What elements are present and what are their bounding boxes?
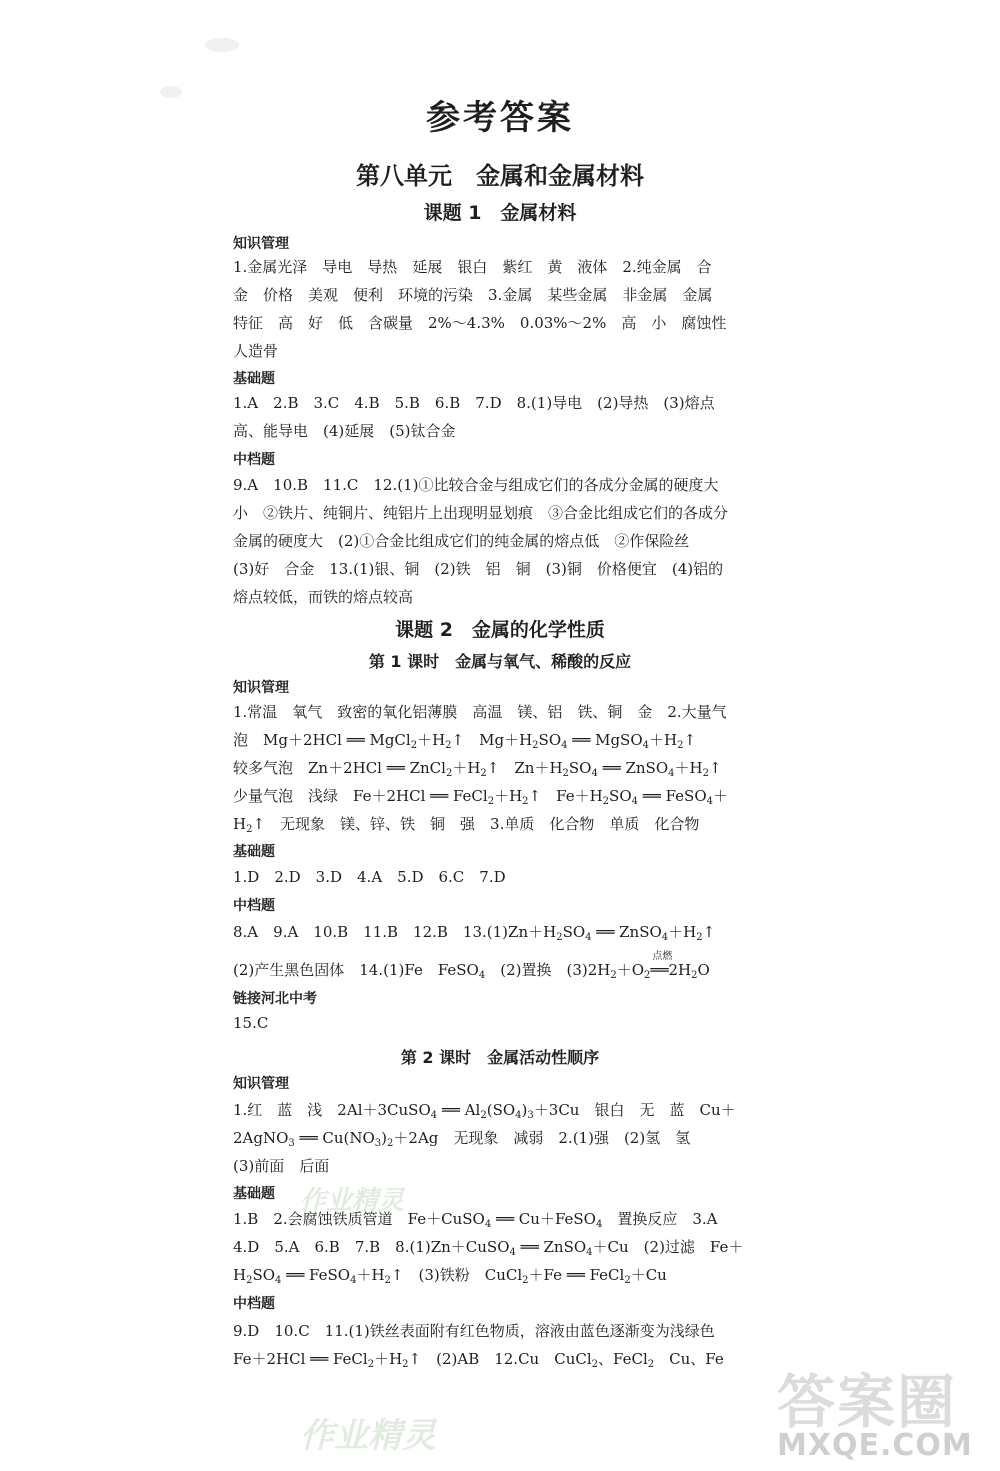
equation-line [233, 757, 722, 779]
subscript: 4 [585, 932, 592, 943]
answer-line: 1.金属光泽 导电 导热 延展 银白 紫红 黄 液体 2.纯金属 合 [233, 258, 712, 276]
subscript: 3 [527, 1110, 534, 1121]
text-run: ↑ Mg＋H [451, 731, 533, 749]
text-run: ) [521, 1101, 528, 1119]
text-run: SO [568, 759, 592, 777]
subscript: 4 [706, 796, 714, 807]
subscript: 2 [677, 740, 684, 751]
text-run: ══ FeSO [281, 1266, 351, 1284]
text-run: ＋O [616, 961, 645, 979]
section-label: 基础题 [233, 1186, 275, 1202]
section-label: 链接河北中考 [233, 991, 317, 1007]
text-run: ＋Cu [630, 1266, 667, 1284]
subscript: 2 [410, 740, 418, 751]
section-label: 基础题 [233, 371, 275, 387]
condition-label: 点燃 [652, 951, 673, 962]
text-run: 2H [668, 961, 692, 979]
subscript: 2 [647, 1359, 655, 1370]
subscript: 2 [246, 1275, 253, 1286]
subscript: 2 [480, 768, 487, 779]
text-run: ＋ [713, 787, 729, 805]
answer-line: 人造骨 [233, 342, 279, 360]
subscript: 4 [642, 740, 650, 751]
unit-title: 第八单元 金属和金属材料 [356, 162, 644, 190]
subscript: 2 [387, 1138, 394, 1149]
text-run: SO [609, 787, 632, 805]
text-run: H [233, 1266, 247, 1284]
answer-line: (3)前面 后面 [233, 1157, 330, 1175]
text-run: ══ Cu＋FeSO [491, 1210, 596, 1228]
text-run: ＋H [674, 759, 703, 777]
text-run: ══ ZnSO [591, 923, 662, 941]
answer-line: 15.C [233, 1014, 269, 1032]
answer-line: 1.A 2.B 3.C 4.B 5.B 6.B 7.D 8.(1)导电 (2)导热 (3)熔点 [233, 394, 715, 412]
subscript: 2 [487, 796, 495, 807]
page-title: 参考答案 [426, 98, 574, 138]
reaction-condition [650, 951, 673, 979]
equation-line [233, 1099, 736, 1121]
subscript: 4 [561, 740, 568, 751]
text-run: ↑ [708, 759, 722, 777]
text-run: ↑ (3)铁粉 CuCl [390, 1266, 523, 1284]
answer-line: 9.A 10.B 11.C 12.(1)①比较合金与组成它们的各成分金属的硬度大 [233, 476, 719, 494]
text-run: ↑ [702, 923, 716, 941]
subscript: 2 [246, 824, 253, 835]
subscript: 4 [430, 1110, 438, 1121]
subscript: 2 [562, 768, 569, 779]
text-run: Fe＋2HCl ══ FeCl [233, 1350, 368, 1368]
text-run: (SO [486, 1101, 516, 1119]
subscript: 2 [702, 768, 709, 779]
text-run: ＋3Cu 银白 无 蓝 Cu＋ [533, 1101, 736, 1119]
section-label: 中档题 [233, 898, 275, 914]
text-run: ) [381, 1129, 388, 1147]
subscript: 2 [591, 1359, 598, 1370]
text-run: ＋H [374, 1350, 403, 1368]
subscript: 4 [595, 1219, 603, 1230]
subscript: 4 [586, 1247, 593, 1258]
text-run: ↑ [683, 731, 697, 749]
reaction-arrow: ══ [650, 961, 669, 979]
watermark: 作业精灵 [300, 1186, 405, 1216]
text-run: 4.D 5.A 6.B 7.B 8.(1)Zn＋CuSO [233, 1238, 510, 1256]
equation-line [233, 951, 710, 981]
text-run: ＋Fe ══ FeCl [528, 1266, 625, 1284]
text-run: ＋H [668, 923, 697, 941]
answer-line: 小 ②铁片、纯铜片、纯铝片上出现明显划痕 ③合金比组成它们的各成分 [233, 504, 729, 522]
subscript: 2 [402, 1359, 409, 1370]
section-label: 基础题 [233, 844, 275, 860]
subscript: 2 [522, 796, 529, 807]
equation-line [233, 1127, 690, 1149]
equation-line [233, 1236, 743, 1258]
answer-line: 1.D 2.D 3.D 4.A 5.D 6.C 7.D [233, 868, 506, 886]
smudge-mark [205, 38, 239, 52]
equation-line [233, 813, 699, 835]
section-label: 知识管理 [233, 680, 289, 696]
site-logo [777, 1355, 982, 1463]
subscript: 4 [661, 932, 669, 943]
subscript: 4 [631, 796, 638, 807]
text-run: ══ Cu(NO [294, 1129, 375, 1147]
answer-line: 特征 高 好 低 含碳量 2%～4.3% 0.03%～2% 高 小 腐蚀性 [233, 314, 727, 332]
text-run: 8.A 9.A 10.B 11.B 12.B 13.(1)Zn＋H [233, 923, 557, 941]
text-run: 置换反应 3.A [602, 1210, 718, 1228]
text-run: ＋H [649, 731, 678, 749]
text-run: ↑ (2)AB 12.Cu CuCl [408, 1350, 592, 1368]
subscript: 3 [288, 1138, 295, 1149]
text-run: (2)置换 (3)2H [485, 961, 611, 979]
section-label: 知识管理 [233, 1076, 289, 1092]
subscript: 2 [445, 768, 453, 779]
subscript: 2 [522, 1275, 529, 1286]
text-run: Cu、Fe [654, 1350, 724, 1368]
text-run: O [697, 961, 710, 979]
text-run: ↑ Zn＋H [486, 759, 563, 777]
text-run: ══ ZnSO [597, 759, 669, 777]
text-run: ＋Cu (2)过滤 Fe＋ [592, 1238, 744, 1256]
subscript: 2 [384, 1275, 391, 1286]
section-label: 中档题 [233, 452, 275, 468]
subscript: 2 [556, 932, 563, 943]
watermark: 作业精灵 [300, 1416, 436, 1456]
answer-line: 9.D 10.C 11.(1)铁丝表面附有红色物质，溶液由蓝色逐渐变为浅绿色 [233, 1322, 715, 1340]
text-run: ══ ZnSO [515, 1238, 587, 1256]
section-label: 知识管理 [233, 236, 289, 252]
text-run: ＋H [452, 759, 481, 777]
text-run: 、FeCl [598, 1350, 648, 1368]
equation-line [233, 921, 715, 943]
text-run: SO [538, 731, 562, 749]
subscript: 3 [374, 1138, 382, 1149]
answer-line: 熔点较低，而铁的熔点较高 [233, 588, 414, 606]
answer-line: 高、能导电 (4)延展 (5)钛合金 [233, 422, 456, 440]
lesson-title: 课题 1 金属材料 [423, 202, 577, 224]
subscript: 2 [624, 1275, 631, 1286]
text-run: 少量气泡 浅绿 Fe＋2HCl ══ FeCl [233, 787, 488, 805]
text-run: 较多气泡 Zn＋2HCl ══ ZnCl [233, 759, 446, 777]
text-run: ＋H [494, 787, 523, 805]
subscript: 4 [668, 768, 675, 779]
subscript: 2 [445, 740, 452, 751]
text-run: 泡 Mg＋2HCl ══ MgCl [233, 731, 411, 749]
subscript: 2 [644, 970, 651, 981]
subscript: 2 [610, 970, 617, 981]
equation-line [233, 1348, 724, 1370]
period-title: 第 1 课时 金属与氧气、稀酸的反应 [368, 652, 632, 671]
subscript: 4 [275, 1275, 282, 1286]
text-run: 1.红 蓝 浅 2Al＋3CuSO [233, 1101, 431, 1119]
answer-line: 1.常温 氧气 致密的氧化铝薄膜 高温 镁、铝 铁、铜 金 2.大量气 [233, 703, 727, 721]
logo-url: MXQE.COM [777, 1428, 973, 1463]
subscript: 2 [691, 970, 698, 981]
text-run: ══ FeSO [638, 787, 707, 805]
text-run: ＋H [417, 731, 446, 749]
text-run: 1.B 2.会腐蚀铁质管道 Fe＋CuSO [233, 1210, 485, 1228]
text-run: SO [252, 1266, 276, 1284]
subscript: 4 [591, 768, 598, 779]
lesson-title: 课题 2 金属的化学性质 [395, 619, 605, 641]
text-run: ══ Al [437, 1101, 481, 1119]
answer-line: 金 价格 美观 便利 环境的污染 3.金属 某些金属 非金属 金属 [233, 286, 713, 304]
subscript: 4 [515, 1110, 522, 1121]
text-run: 2AgNO [233, 1129, 289, 1147]
equation-line [233, 785, 728, 807]
text-run: H [233, 815, 247, 833]
answer-line: (3)好 合金 13.(1)银、铜 (2)铁 铝 铜 (3)铜 价格便宜 (4)铝的 [233, 560, 724, 578]
subscript: 2 [602, 796, 610, 807]
text-run: SO [562, 923, 586, 941]
text-run: ══ MgSO [567, 731, 643, 749]
equation-line [233, 729, 696, 751]
text-run: ↑ Fe＋H [528, 787, 603, 805]
text-run: ＋2Ag 无现象 减弱 2.(1)强 (2)氢 氢 [393, 1129, 691, 1147]
section-label: 中档题 [233, 1296, 275, 1312]
subscript: 4 [350, 1275, 357, 1286]
text-run: (2)产生黑色固体 14.(1)Fe FeSO [233, 961, 479, 979]
text-run: ＋H [356, 1266, 385, 1284]
subscript: 2 [532, 740, 539, 751]
equation-line [233, 1264, 667, 1286]
subscript: 4 [509, 1247, 516, 1258]
subscript: 4 [478, 970, 486, 981]
answer-line: 金属的硬度大 (2)①合金比组成它们的纯金属的熔点低 ②作保险丝 [233, 532, 690, 550]
subscript: 2 [480, 1110, 487, 1121]
subscript: 2 [696, 932, 703, 943]
logo-mark: 答案圈 [777, 1368, 958, 1436]
subscript: 4 [484, 1219, 492, 1230]
subscript: 2 [367, 1359, 375, 1370]
period-title: 第 2 课时 金属活动性顺序 [400, 1048, 600, 1067]
text-run: ↑ 无现象 镁、锌、铁 铜 强 3.单质 化合物 单质 化合物 [252, 815, 700, 833]
